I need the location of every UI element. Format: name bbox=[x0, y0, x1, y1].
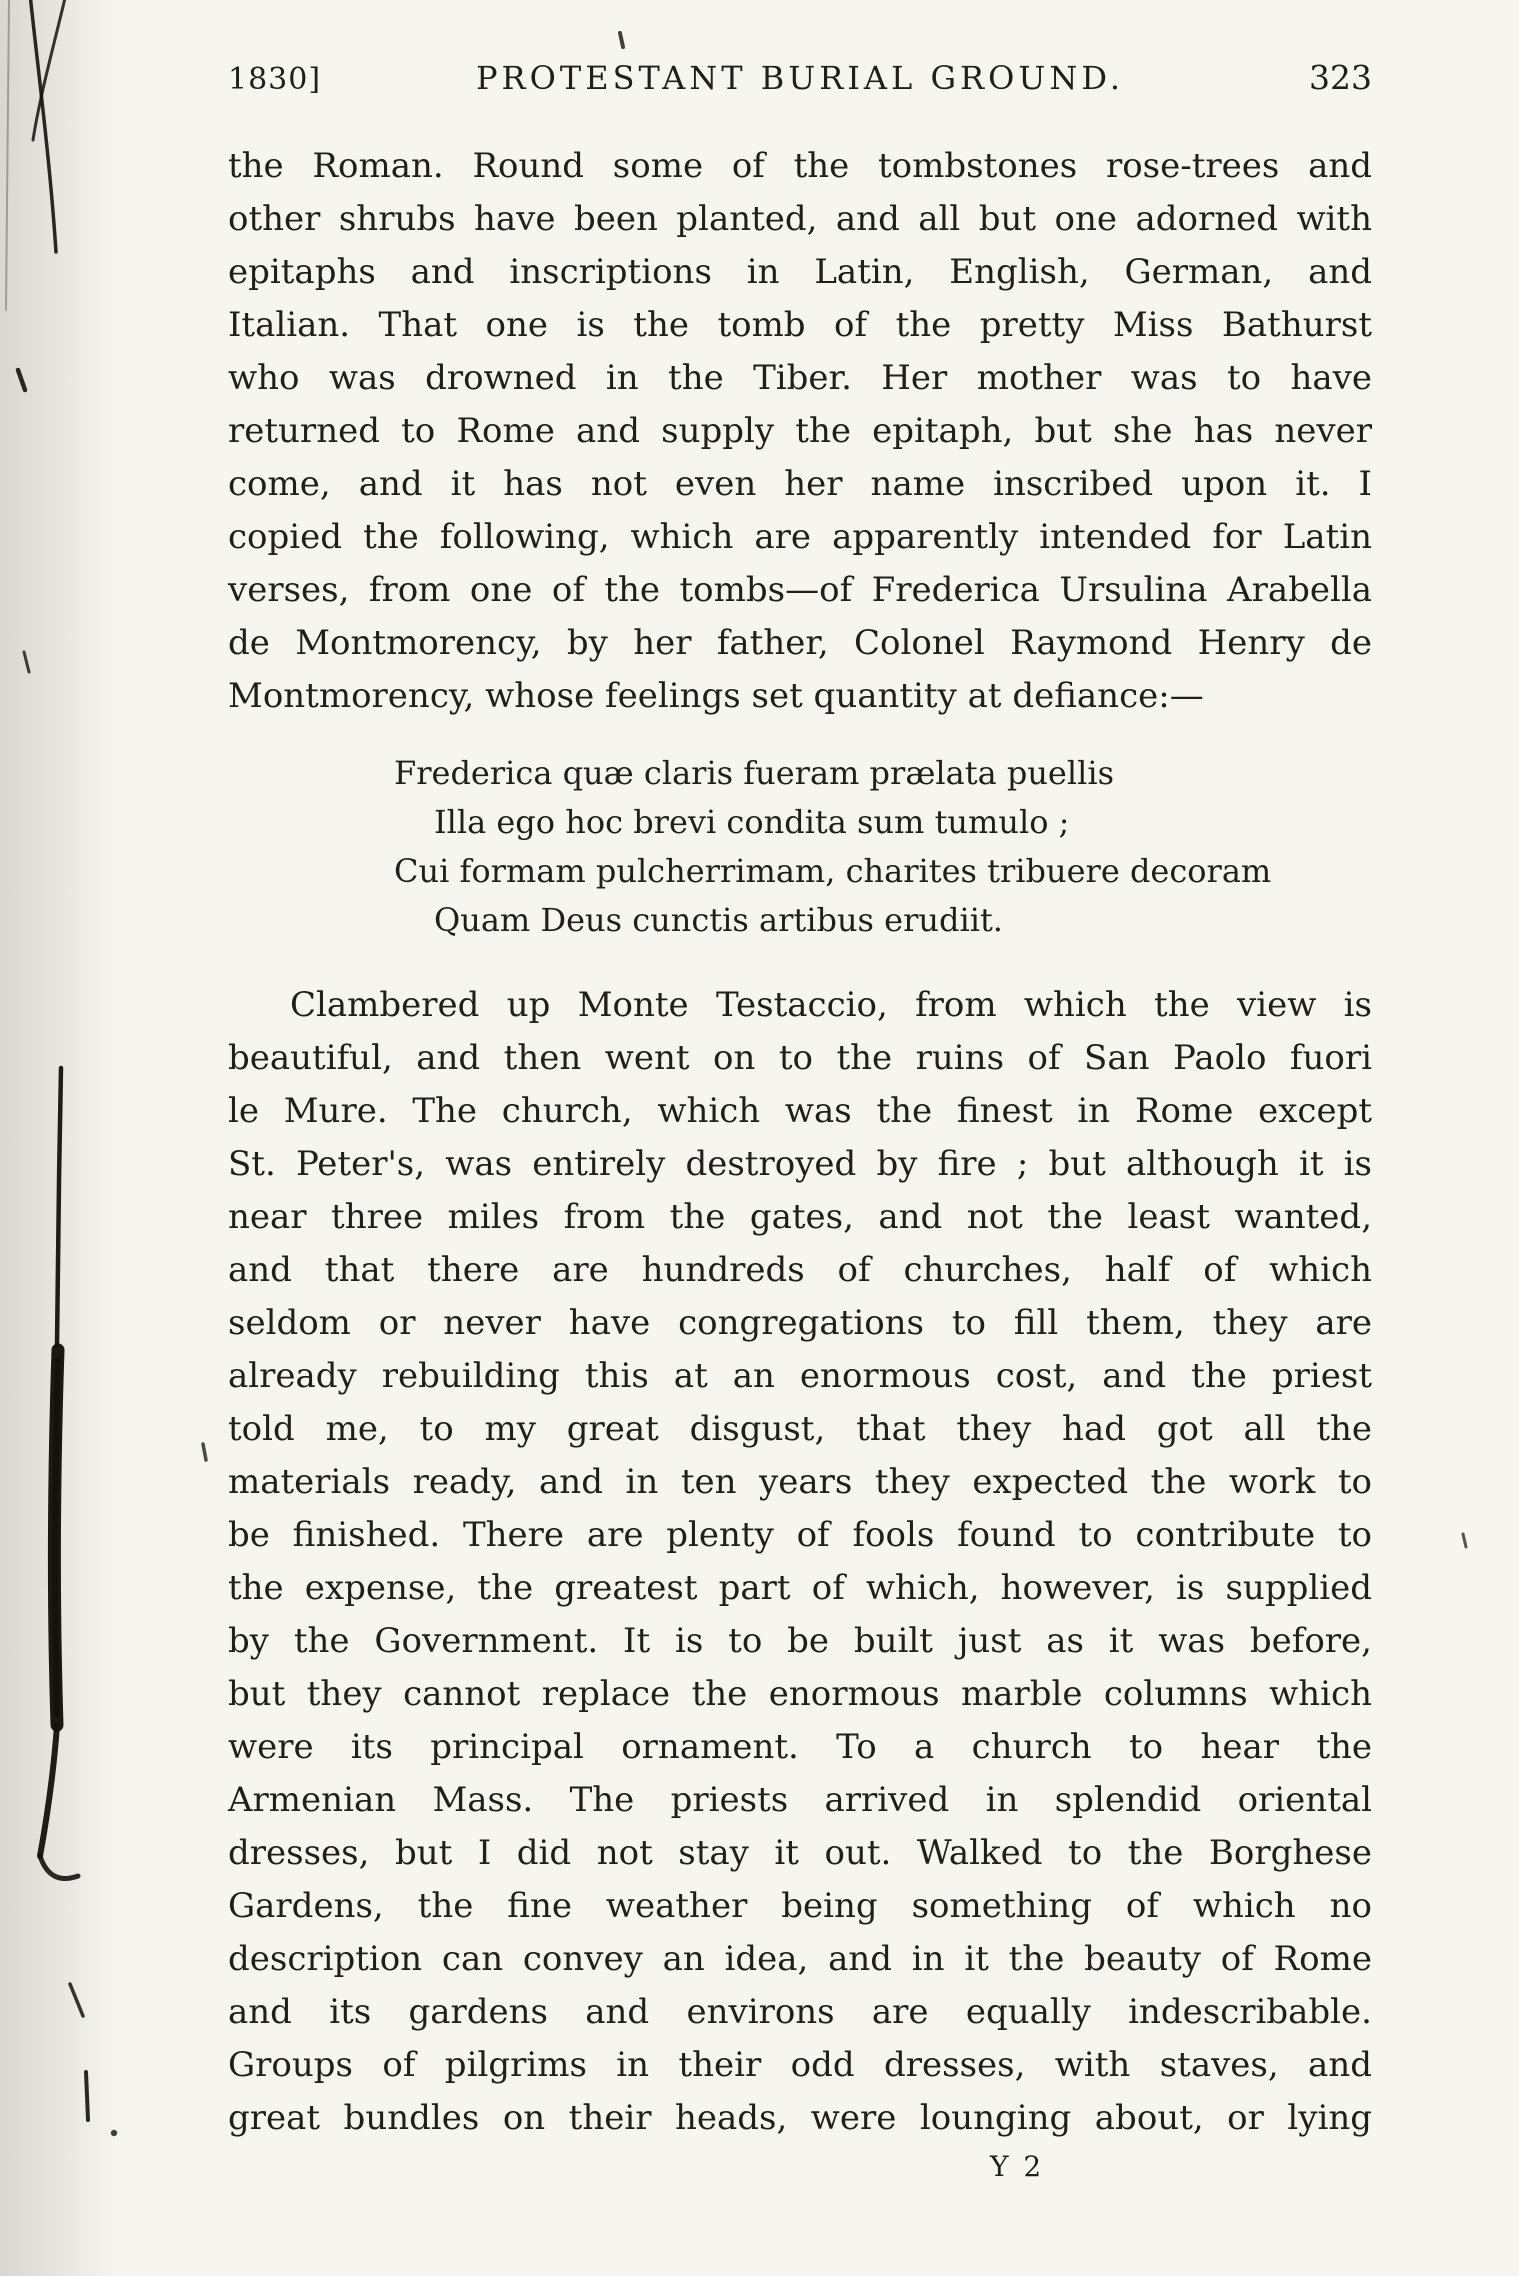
text-line: the expense, the greatest part of which, however, is supplied bbox=[228, 1568, 1372, 1608]
prose-paragraph bbox=[228, 979, 1372, 2145]
text-line: verses, from one of the tombs—of Frederica Ursulina Arabella bbox=[228, 570, 1372, 610]
text-line: beautiful, and then went on to the ruins of San Paolo fuori bbox=[228, 1038, 1372, 1078]
text-line: Groups of pilgrims in their odd dresses, with staves, and bbox=[228, 2045, 1372, 2085]
text-line: materials ready, and in ten years they expected the work to bbox=[228, 1462, 1372, 1502]
text-line: le Mure. The church, which was the finest in Rome except bbox=[228, 1091, 1372, 1131]
text-line: who was drowned in the Tiber. Her mother was to have bbox=[228, 358, 1372, 398]
signature-mark: Y 2 bbox=[990, 2150, 1045, 2183]
text-line: and that there are hundreds of churches, half of which bbox=[228, 1250, 1372, 1290]
page-number: 323 bbox=[1309, 58, 1372, 97]
text-line: other shrubs have been planted, and all but one adorned with bbox=[228, 199, 1372, 239]
text-line: but they cannot replace the enormous marble columns which bbox=[228, 1674, 1372, 1714]
text-line: seldom or never have congregations to fill them, they are bbox=[228, 1303, 1372, 1343]
text-line: the Roman. Round some of the tombstones rose-trees and bbox=[228, 146, 1372, 186]
text-line: by the Government. It is to be built just as it was before, bbox=[228, 1621, 1372, 1661]
text-line: Clambered up Monte Testaccio, from which the view is bbox=[290, 985, 1372, 1025]
text-line: already rebuilding this at an enormous cost, and the priest bbox=[228, 1356, 1372, 1396]
text-line: near three miles from the gates, and not the least wanted, bbox=[228, 1197, 1372, 1237]
text-line: be finished. There are plenty of fools found to contribute to bbox=[228, 1515, 1372, 1555]
text-line: come, and it has not even her name inscribed upon it. I bbox=[228, 464, 1372, 504]
text-line: Armenian Mass. The priests arrived in splendid oriental bbox=[228, 1780, 1372, 1820]
text-line: great bundles on their heads, were lounging about, or lying bbox=[228, 2098, 1372, 2138]
verse-line: Cui formam pulcherrimam, charites tribuere decoram bbox=[394, 852, 1272, 890]
text-line: Italian. That one is the tomb of the pretty Miss Bathurst bbox=[228, 305, 1372, 345]
verse-line: Quam Deus cunctis artibus erudiit. bbox=[434, 901, 1003, 939]
running-title: PROTESTANT BURIAL GROUND. bbox=[476, 59, 1124, 97]
text-line: description can convey an idea, and in it the beauty of Rome bbox=[228, 1939, 1372, 1979]
verse-line: Frederica quæ claris fueram prælata puellis bbox=[394, 754, 1114, 792]
text-line: were its principal ornament. To a church to hear the bbox=[228, 1727, 1372, 1767]
text-line: Montmorency, whose feelings set quantity at defiance:— bbox=[228, 676, 1204, 716]
verse-line: Illa ego hoc brevi condita sum tumulo ; bbox=[434, 803, 1070, 841]
page-body bbox=[228, 140, 1372, 2145]
text-line: and its gardens and environs are equally indescribable. bbox=[228, 1992, 1372, 2032]
text-line: St. Peter's, was entirely destroyed by fire ; but although it is bbox=[228, 1144, 1372, 1184]
text-line: de Montmorency, by her father, Colonel Raymond Henry de bbox=[228, 623, 1372, 663]
verse-block bbox=[394, 749, 1372, 945]
text-line: returned to Rome and supply the epitaph, but she has never bbox=[228, 411, 1372, 451]
prose-paragraph bbox=[228, 140, 1372, 723]
text-line: copied the following, which are apparently intended for Latin bbox=[228, 517, 1372, 557]
text-line: dresses, but I did not stay it out. Walked to the Borghese bbox=[228, 1833, 1372, 1873]
page-header bbox=[228, 58, 1372, 97]
text-line: Gardens, the fine weather being something of which no bbox=[228, 1886, 1372, 1926]
page-footer bbox=[0, 2150, 1519, 2210]
text-line: told me, to my great disgust, that they had got all the bbox=[228, 1409, 1372, 1449]
header-year-tag: 1830] bbox=[228, 62, 322, 97]
text-line: epitaphs and inscriptions in Latin, English, German, and bbox=[228, 252, 1372, 292]
